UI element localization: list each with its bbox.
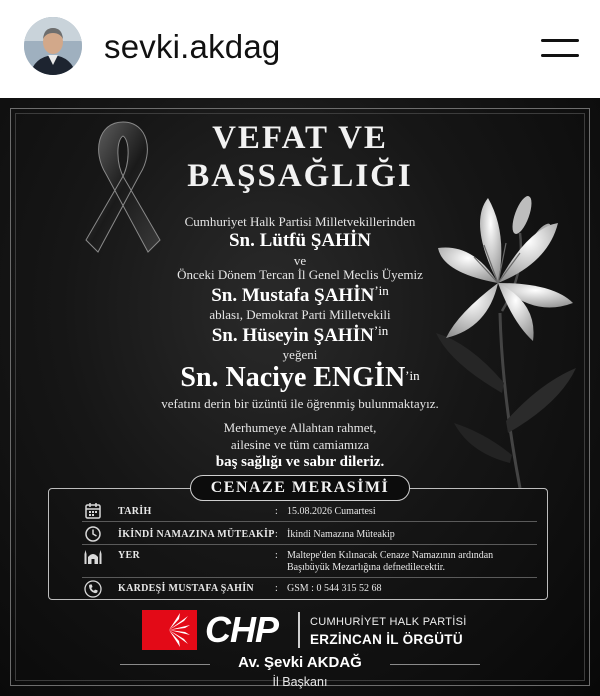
role-2-text: Önceki Dönem Tercan İl Genel Meclis Üyemiz — [177, 267, 423, 282]
intro-text: Cumhuriyet Halk Partisi Milletvekillerinden — [184, 214, 416, 229]
ceremony-value-place: Maltepe'den Kılınacak Cenaze Namazının ardından Başıbüyük Mezarlığına defnedilecektir. — [287, 550, 494, 573]
colon: : — [275, 529, 278, 540]
ceremony-label-place: YER — [118, 550, 141, 561]
chp-logo-text: CHP — [205, 609, 279, 650]
logo-divider — [298, 612, 300, 648]
ceremony-label-time: İKİNDİ NAMAZINA MÜTEAKİP — [118, 529, 275, 540]
clock-icon — [84, 525, 102, 543]
colon: : — [275, 583, 278, 594]
name-3-suffix: ’in — [373, 323, 389, 338]
name-2: Sn. Mustafa ŞAHİN — [211, 285, 375, 306]
deceased-line — [95, 362, 505, 394]
calendar-icon — [84, 502, 102, 520]
profile-photo-icon — [24, 17, 82, 75]
phone-icon — [84, 580, 102, 598]
ceremony-value-date: 15.08.2026 Cumartesi — [287, 506, 376, 517]
ceremony-value-contact: GSM : 0 544 315 52 68 — [287, 583, 382, 594]
post-header — [0, 0, 600, 98]
ceremony-label-date: TARİH — [118, 506, 152, 517]
title-line-1: VEFAT VE — [212, 120, 388, 156]
ceremony-title: CENAZE MERASİMİ — [190, 475, 410, 501]
row-divider — [82, 544, 537, 545]
name-3-line — [95, 323, 505, 347]
news-text: vefatını derin bir üzüntü ile öğrenmiş bulunmaktayız. — [161, 396, 439, 411]
org-line-1: CUMHURİYET HALK PARTİSİ — [310, 616, 467, 628]
signature-rule-left — [120, 664, 210, 665]
prayer-line-1: Merhumeye Allahtan rahmet, — [223, 420, 377, 435]
signer-name: Av. Şevki AKDAĞ — [238, 654, 362, 671]
role-3-text: ablası, Demokrat Parti Milletvekili — [209, 307, 391, 322]
org-line-2: ERZİNCAN İL ÖRGÜTÜ — [310, 632, 463, 647]
relation-text: yeğeni — [282, 347, 318, 362]
avatar[interactable] — [24, 17, 82, 75]
row-divider — [82, 521, 537, 522]
ceremony-label-contact: KARDEŞİ MUSTAFA ŞAHİN — [118, 583, 254, 594]
name-2-line — [95, 283, 505, 307]
name-3: Sn. Hüseyin ŞAHİN — [211, 325, 374, 346]
deceased-name: Sn. Naciye ENGİN — [180, 362, 406, 393]
connector-text: ve — [293, 253, 307, 268]
post-image — [0, 98, 600, 696]
colon: : — [275, 506, 278, 517]
row-divider — [82, 577, 537, 578]
signer-role: İl Başkanı — [272, 675, 328, 689]
condolence-text: baş sağlığı ve sabır dileriz. — [215, 454, 385, 470]
hamburger-menu-icon[interactable] — [541, 37, 579, 61]
signature-rule-right — [390, 664, 480, 665]
title-line-2: BAŞSAĞLIĞI — [187, 158, 413, 194]
name-2-suffix: ’in — [374, 283, 389, 298]
mosque-icon — [84, 548, 102, 566]
deceased-suffix: ’in — [405, 368, 420, 383]
prayer-line-2: ailesine ve tüm camiamıza — [230, 437, 370, 452]
chp-arrows-logo-icon — [142, 610, 197, 650]
profile-username[interactable]: sevki.akdag — [104, 28, 281, 65]
name-1: Sn. Lütfü ŞAHİN — [228, 230, 372, 251]
ceremony-value-time: İkindi Namazına Müteakip — [287, 529, 395, 540]
colon: : — [275, 550, 278, 561]
